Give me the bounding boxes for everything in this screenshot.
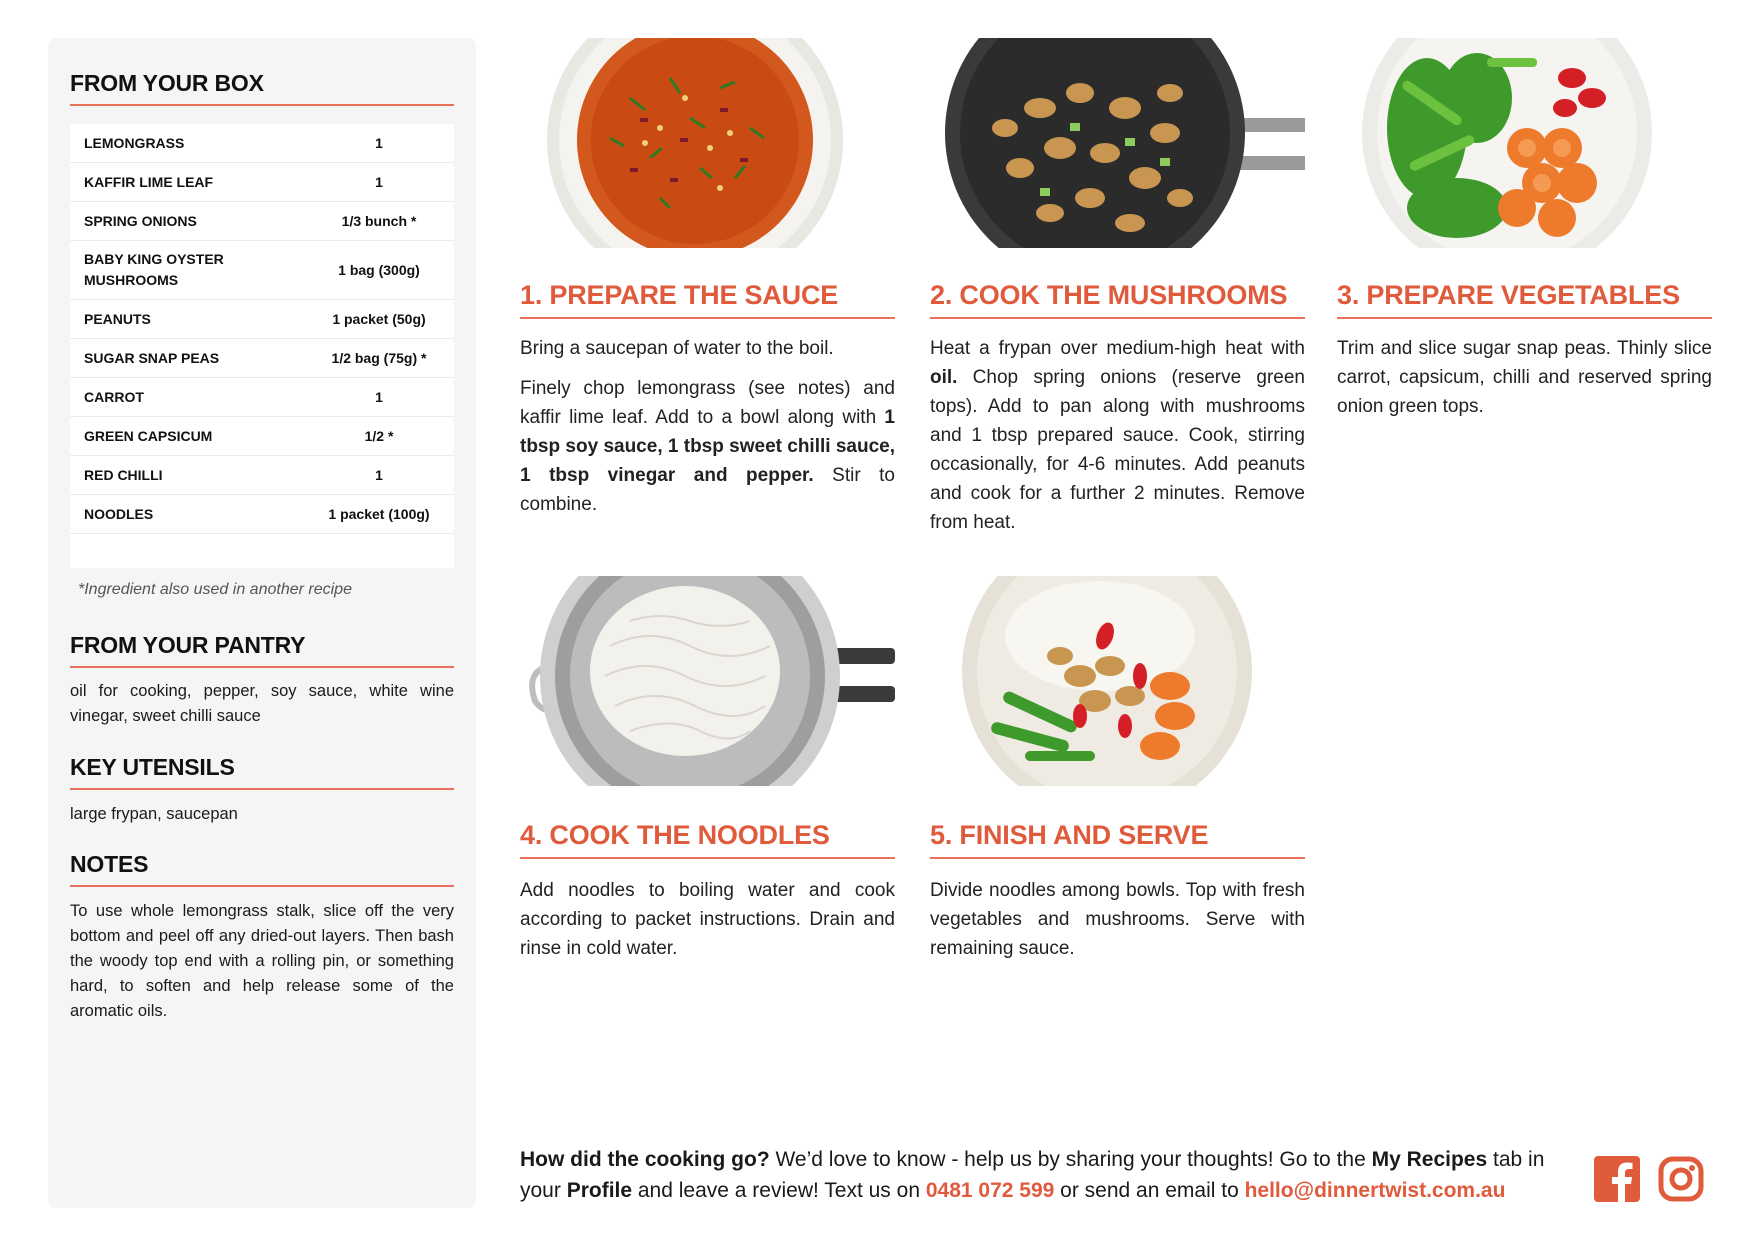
notes-text: To use whole lemongrass stalk, slice off the very bottom and peel off any dried-out layers. Then bash the woody top end with a rolling pin, or something hard, to soften and help release some of the aromatic oils.	[70, 902, 454, 1020]
utensils-text: large frypan, saucepan	[70, 805, 238, 823]
step-5-title: 5. FINISH AND SERVE	[930, 820, 1305, 859]
table-row	[70, 495, 454, 534]
step-2-paragraph: Heat a frypan over medium-high heat with oil. Chop spring onions (reserve green tops). Add to pan along with mushrooms and 1 tbsp prepared sauce. Cook, stirring occasionally, for 4-6 minutes. Add peanuts and cook for a further 2 minutes. Remove from heat.	[930, 338, 1305, 533]
colander-noodles-photo	[520, 576, 895, 786]
pantry-text: oil for cooking, pepper, soy sauce, white wine vinegar, sweet chilli sauce	[70, 682, 454, 725]
step-1-paragraph: Bring a saucepan of water to the boil.	[520, 338, 834, 359]
step-2-body	[930, 334, 1305, 548]
ingredient-qty: 1	[375, 135, 383, 151]
ingredient-qty: 1 packet (50g)	[332, 311, 426, 327]
ingredient-name: PEANUTS	[84, 310, 151, 327]
facebook-icon[interactable]	[1594, 1156, 1640, 1202]
ingredient-name: LEMONGRASS	[84, 134, 185, 151]
ingredient-qty: 1	[375, 389, 383, 405]
ingredient-qty: 1 packet (100g)	[328, 506, 430, 522]
ingredient-name: CARROT	[84, 388, 144, 405]
feedback-question: How did the cooking go?	[520, 1148, 770, 1171]
table-row	[70, 241, 454, 300]
ingredient-qty: 1/2 *	[364, 428, 394, 444]
ingredients-sidebar	[48, 38, 476, 1208]
step-4-body	[520, 876, 895, 974]
finished-dish-photo	[930, 576, 1305, 786]
step-4-title: 4. COOK THE NOODLES	[520, 820, 895, 859]
step-1-title: 1. PREPARE THE SAUCE	[520, 280, 895, 319]
table-row	[70, 378, 454, 417]
ingredient-name: KAFFIR LIME LEAF	[84, 173, 214, 190]
vegetables-plate-photo	[1337, 38, 1712, 248]
table-row	[70, 300, 454, 339]
phone-number-link[interactable]: 0481 072 599	[925, 1179, 1055, 1202]
ingredient-qty: 1	[375, 467, 383, 483]
step-3-paragraph: Trim and slice sugar snap peas. Thinly slice carrot, capsicum, chilli and reserved spring onion green tops.	[1337, 338, 1712, 417]
frypan-mushrooms-photo	[930, 38, 1305, 248]
utensils-title: KEY UTENSILS	[70, 754, 454, 790]
notes-title: NOTES	[70, 851, 454, 887]
my-recipes-link[interactable]: My Recipes	[1371, 1148, 1488, 1171]
box-title: FROM YOUR BOX	[70, 70, 454, 106]
ingredient-qty: 1	[375, 174, 383, 190]
step-3-title: 3. PREPARE VEGETABLES	[1337, 280, 1712, 319]
step-5-body	[930, 876, 1305, 974]
ingredient-name: NOODLES	[84, 505, 154, 522]
table-row	[70, 456, 454, 495]
step-3-body	[1337, 334, 1712, 432]
profile-link[interactable]: Profile	[566, 1179, 633, 1202]
ingredient-qty: 1/2 bag (75g) *	[331, 350, 427, 366]
instagram-icon[interactable]	[1658, 1156, 1704, 1202]
ingredient-name: GREEN CAPSICUM	[84, 427, 213, 444]
ingredient-qty: 1 bag (300g)	[338, 262, 420, 278]
ingredients-table	[70, 124, 454, 568]
ingredient-name: SUGAR SNAP PEAS	[84, 349, 220, 366]
table-row	[70, 124, 454, 163]
table-row	[70, 339, 454, 378]
feedback-footer: How did the cooking go? We’d love to know - help us by sharing your thoughts! Go to the My Recipes tab in your Profile and leave a review! Text us on 0481 072 599 or send an email to hello@dinnertwist.com.au	[520, 1148, 1545, 1202]
ingredient-footnote: *Ingredient also used in another recipe	[78, 581, 352, 598]
step-1-paragraph: Finely chop lemongrass (see notes) and kaffir lime leaf. Add to a bowl along with 1 tbsp soy sauce, 1 tbsp sweet chilli sauce, 1 tbsp vinegar and pepper. Stir to combine.	[520, 378, 895, 515]
table-row	[70, 202, 454, 241]
ingredient-name: BABY KING OYSTER MUSHROOMS	[84, 251, 224, 288]
step-2-title: 2. COOK THE MUSHROOMS	[930, 280, 1305, 319]
step-1-body	[520, 334, 895, 530]
email-link[interactable]: hello@dinnertwist.com.au	[1244, 1179, 1506, 1202]
step-4-paragraph: Add noodles to boiling water and cook according to packet instructions. Drain and rinse in cold water.	[520, 880, 895, 959]
step-5-paragraph: Divide noodles among bowls. Top with fresh vegetables and mushrooms. Serve with remaining sauce.	[930, 880, 1305, 959]
ingredient-name: SPRING ONIONS	[84, 212, 197, 229]
table-row	[70, 417, 454, 456]
ingredient-name: RED CHILLI	[84, 466, 163, 483]
ingredient-qty: 1/3 bunch *	[341, 213, 417, 229]
table-row	[70, 163, 454, 202]
pantry-title: FROM YOUR PANTRY	[70, 632, 454, 668]
sauce-bowl-photo	[520, 38, 895, 248]
